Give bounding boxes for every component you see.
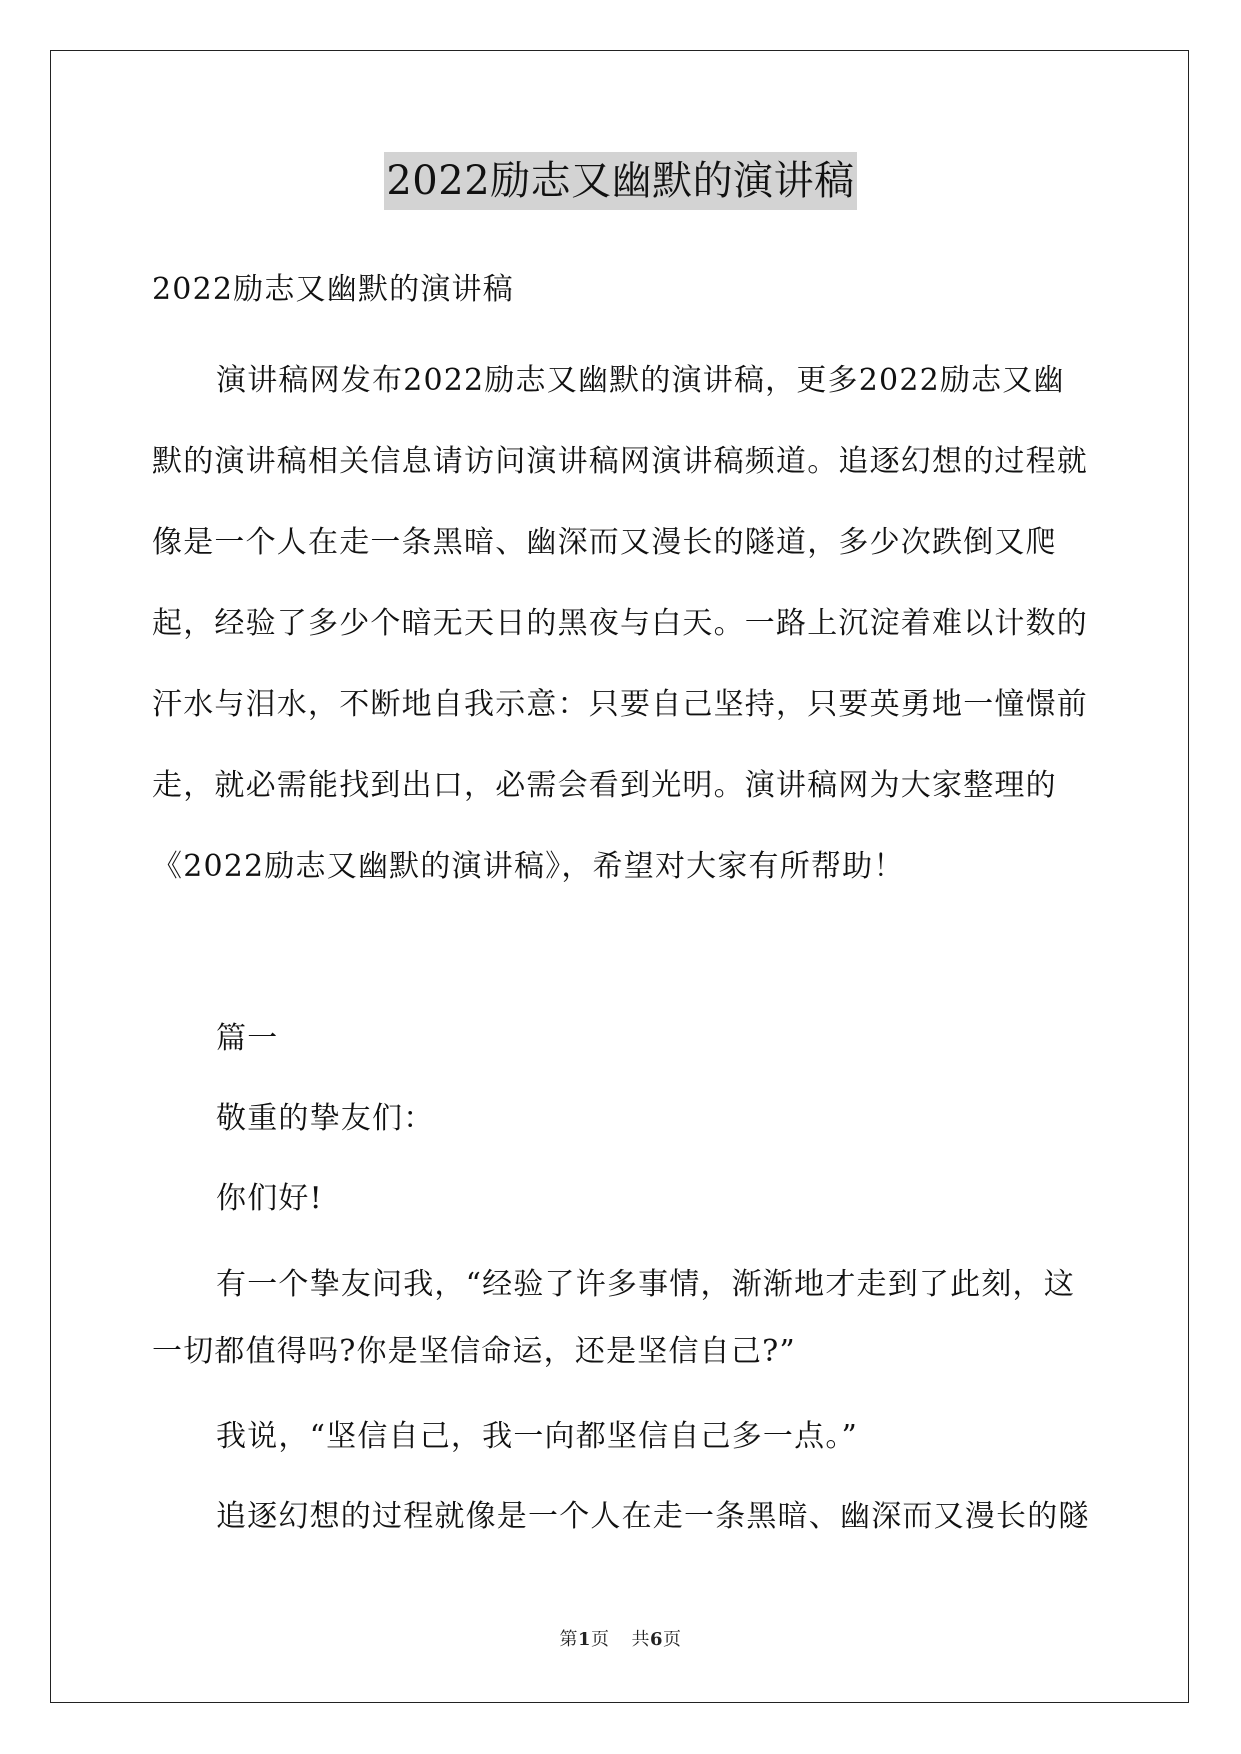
body-paragraph: 我说，“坚信自己，我一向都坚信自己多一点。” xyxy=(216,1419,859,1454)
salutation: 敬重的挚友们： xyxy=(216,1101,435,1136)
intro-paragraph: 演讲稿网发布2022励志又幽默的演讲稿，更多2022励志又幽默的演讲稿相关信息请访问演讲稿网演讲稿频道。追逐幻想的过程就像是一个人在走一条黑暗、幽深而又漫长的隧道，多少次跌倒又爬起，经验了多少个暗无天日的黑夜与白天。一路上沉淀着难以计数的汗水与泪水，不断地自我示意：只要自己坚持，只要英勇地一憧憬前走，就必需能找到出口，必需会看到光明。演讲稿网为大家整理的《2022励志又幽默的演讲稿》，希望对大家有所帮助！ xyxy=(152,363,1088,884)
document-title: 2022励志又幽默的演讲稿 xyxy=(384,152,856,210)
page-footer xyxy=(0,1625,1241,1651)
document-body xyxy=(152,262,1092,1545)
page-number: 1 xyxy=(577,1629,591,1650)
title-container xyxy=(0,152,1241,210)
page-suffix: 页 xyxy=(591,1629,610,1650)
greeting: 你们好! xyxy=(216,1181,323,1216)
body-paragraph: 有一个挚友问我，“经验了许多事情，渐渐地才走到了此刻，这一切都值得吗?你是坚信命运，还是坚信自己?” xyxy=(152,1267,1075,1369)
body-paragraph: 追逐幻想的过程就像是一个人在走一条黑暗、幽深而又漫长的隧 xyxy=(216,1499,1090,1534)
total-pages: 6 xyxy=(650,1629,664,1650)
total-suffix: 页 xyxy=(663,1629,682,1650)
document-subtitle: 2022励志又幽默的演讲稿 xyxy=(152,272,514,307)
total-prefix: 共 xyxy=(631,1629,650,1650)
section-heading: 篇一 xyxy=(216,1021,279,1056)
page-prefix: 第 xyxy=(559,1629,578,1650)
